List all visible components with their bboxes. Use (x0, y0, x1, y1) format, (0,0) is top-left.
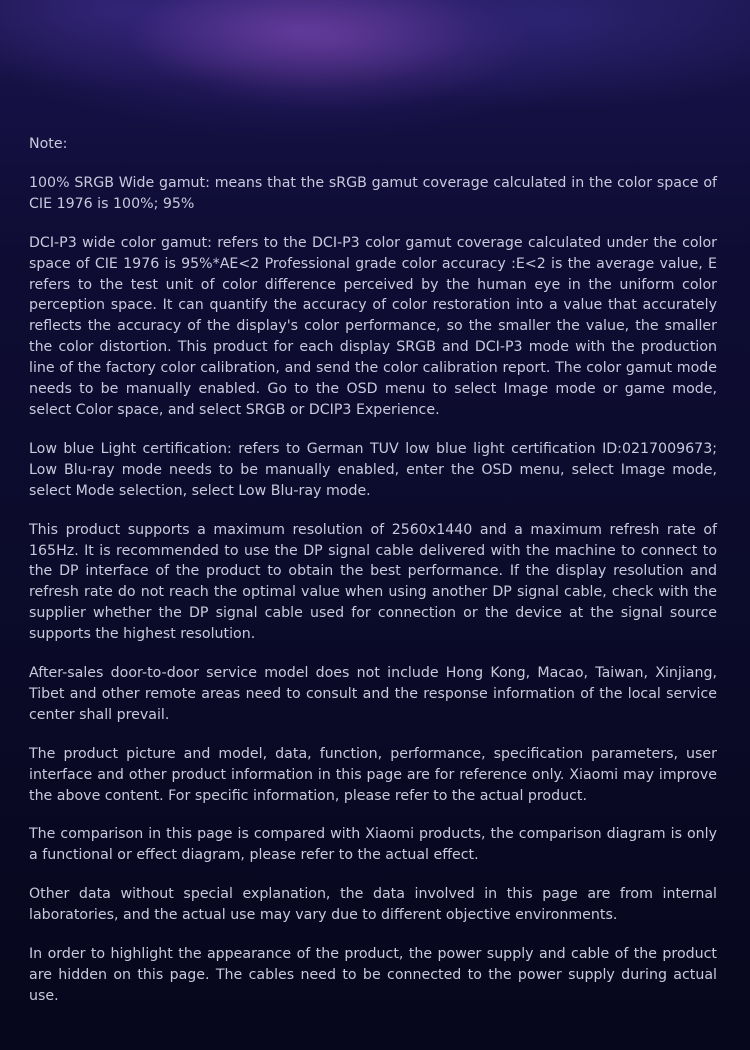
note-power-cable: In order to highlight the appearance of the product, the power supply and cable of the product are hidden on this page. The cables need to be connected to the power supply during actual use. (29, 946, 717, 1004)
note-heading: Note: (29, 136, 68, 152)
note-lab-data: Other data without special explanation, the data involved in this page are from internal laboratories, and the actual use may vary due to different objective environments. (29, 886, 717, 924)
note-srgb-gamut: 100% SRGB Wide gamut: means that the sRGB gamut coverage calculated in the color space of CIE 1976 is 100%; 95% (29, 174, 717, 212)
note-after-sales: After-sales door-to-door service model does not include Hong Kong, Macao, Taiwan, Xinjiang, Tibet and other remote areas need to consult and the response information of the local service center shall prevail. (29, 665, 717, 723)
note-dci-p3-gamut: DCI-P3 wide color gamut: refers to the DCI-P3 color gamut coverage calculated under the color space of CIE 1976 is 95%*AE<2 Professional grade color accuracy :E<2 is the average value, E refers to the test unit of color difference perceived by the human eye in the uniform color perception space. It can quantify the accuracy of color restoration into a value that accurately reflects the accuracy of the display's color performance, so the smaller the value, the smaller the color distortion. This product for each display SRGB and DCI-P3 mode with the production line of the factory color calibration, and send the color calibration report. The color gamut mode needs to be manually enabled. Go to the OSD menu to select Image mode or game mode, select Color space, and select SRGB or DCIP3 Experience. (29, 234, 717, 418)
note-reference-only: The product picture and model, data, function, performance, specification parameters, user interface and other product information in this page are for reference only. Xiaomi may improve the above content. For specific information, please refer to the actual product. (29, 745, 717, 804)
note-comparison: The comparison in this page is compared with Xiaomi products, the comparison diagram is only a functional or effect diagram, please refer to the actual effect. (29, 826, 717, 864)
notes-section (29, 134, 717, 1025)
top-glow-decoration (0, 0, 750, 120)
note-low-blue-light: Low blue Light certification: refers to German TUV low blue light certification ID:0217009673; Low Blu-ray mode needs to be manually enabled, enter the OSD menu, select Image mode, select Mode selection, select Low Blu-ray mode. (29, 440, 717, 499)
note-resolution-refresh: This product supports a maximum resolution of 2560x1440 and a maximum refresh rate of 165Hz. It is recommended to use the DP signal cable delivered with the machine to connect to the DP interface of the product to obtain the best performance. If the display resolution and refresh rate do not reach the optimal value when using another DP signal cable, check with the supplier whether the DP signal cable used for connection or the device at the signal source supports the highest resolution. (29, 521, 717, 643)
